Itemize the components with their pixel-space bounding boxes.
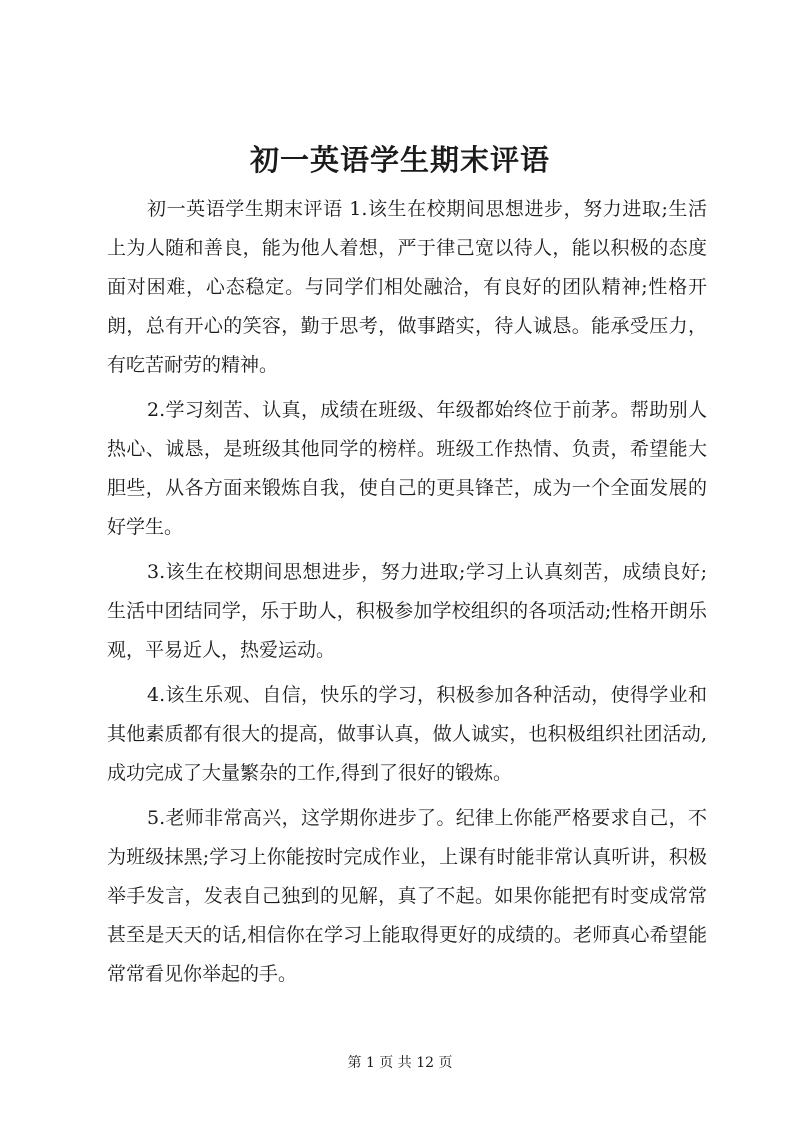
- paragraph-4: 4.该生乐观、自信，快乐的学习，积极参加各种活动，使得学业和其他素质都有很大的提高，做事认真，做人诚实，也积极组织社团活动,成功完成了大量繁杂的工作,得到了很好的锻炼。: [107, 684, 707, 784]
- document-title: 初一英语学生期末评语: [249, 143, 550, 177]
- paragraph-2: 2.学习刻苦、认真，成绩在班级、年级都始终位于前茅。帮助别人热心、诚恳，是班级其他同学的榜样。班级工作热情、负责，希望能大胆些，从各方面来锻炼自我，使自己的更具锋芒，成为一个全面发展的好学生。: [107, 399, 707, 538]
- page-number-footer: 第 1 页 共 12 页: [347, 1055, 453, 1071]
- paragraph-1: 初一英语学生期末评语 1.该生在校期间思想进步，努力进取;生活上为人随和善良，能为他人着想，严于律己宽以待人，能以积极的态度面对困难，心态稳定。与同学们相处融洽，有良好的团队精神;性格开朗，总有开心的笑容，勤于思考，做事踏实，待人诚恳。能承受压力，有吃苦耐劳的精神。: [107, 198, 707, 376]
- paragraph-5: 5.老师非常高兴，这学期你进步了。纪律上你能严格要求自己，不为班级抹黑;学习上你能按时完成作业，上课有时能非常认真听讲，积极举手发言，发表自己独到的见解，真了不起。如果你能把有时变成常常甚至是天天的话,相信你在学习上能取得更好的成绩的。老师真心希望能常常看见你举起的手。: [107, 807, 707, 985]
- document-body: [107, 190, 707, 1000]
- paragraph-3: 3.该生在校期间思想进步，努力进取;学习上认真刻苦，成绩良好;生活中团结同学，乐于助人，积极参加学校组织的各项活动;性格开朗乐观，平易近人，热爱运动。: [107, 561, 707, 661]
